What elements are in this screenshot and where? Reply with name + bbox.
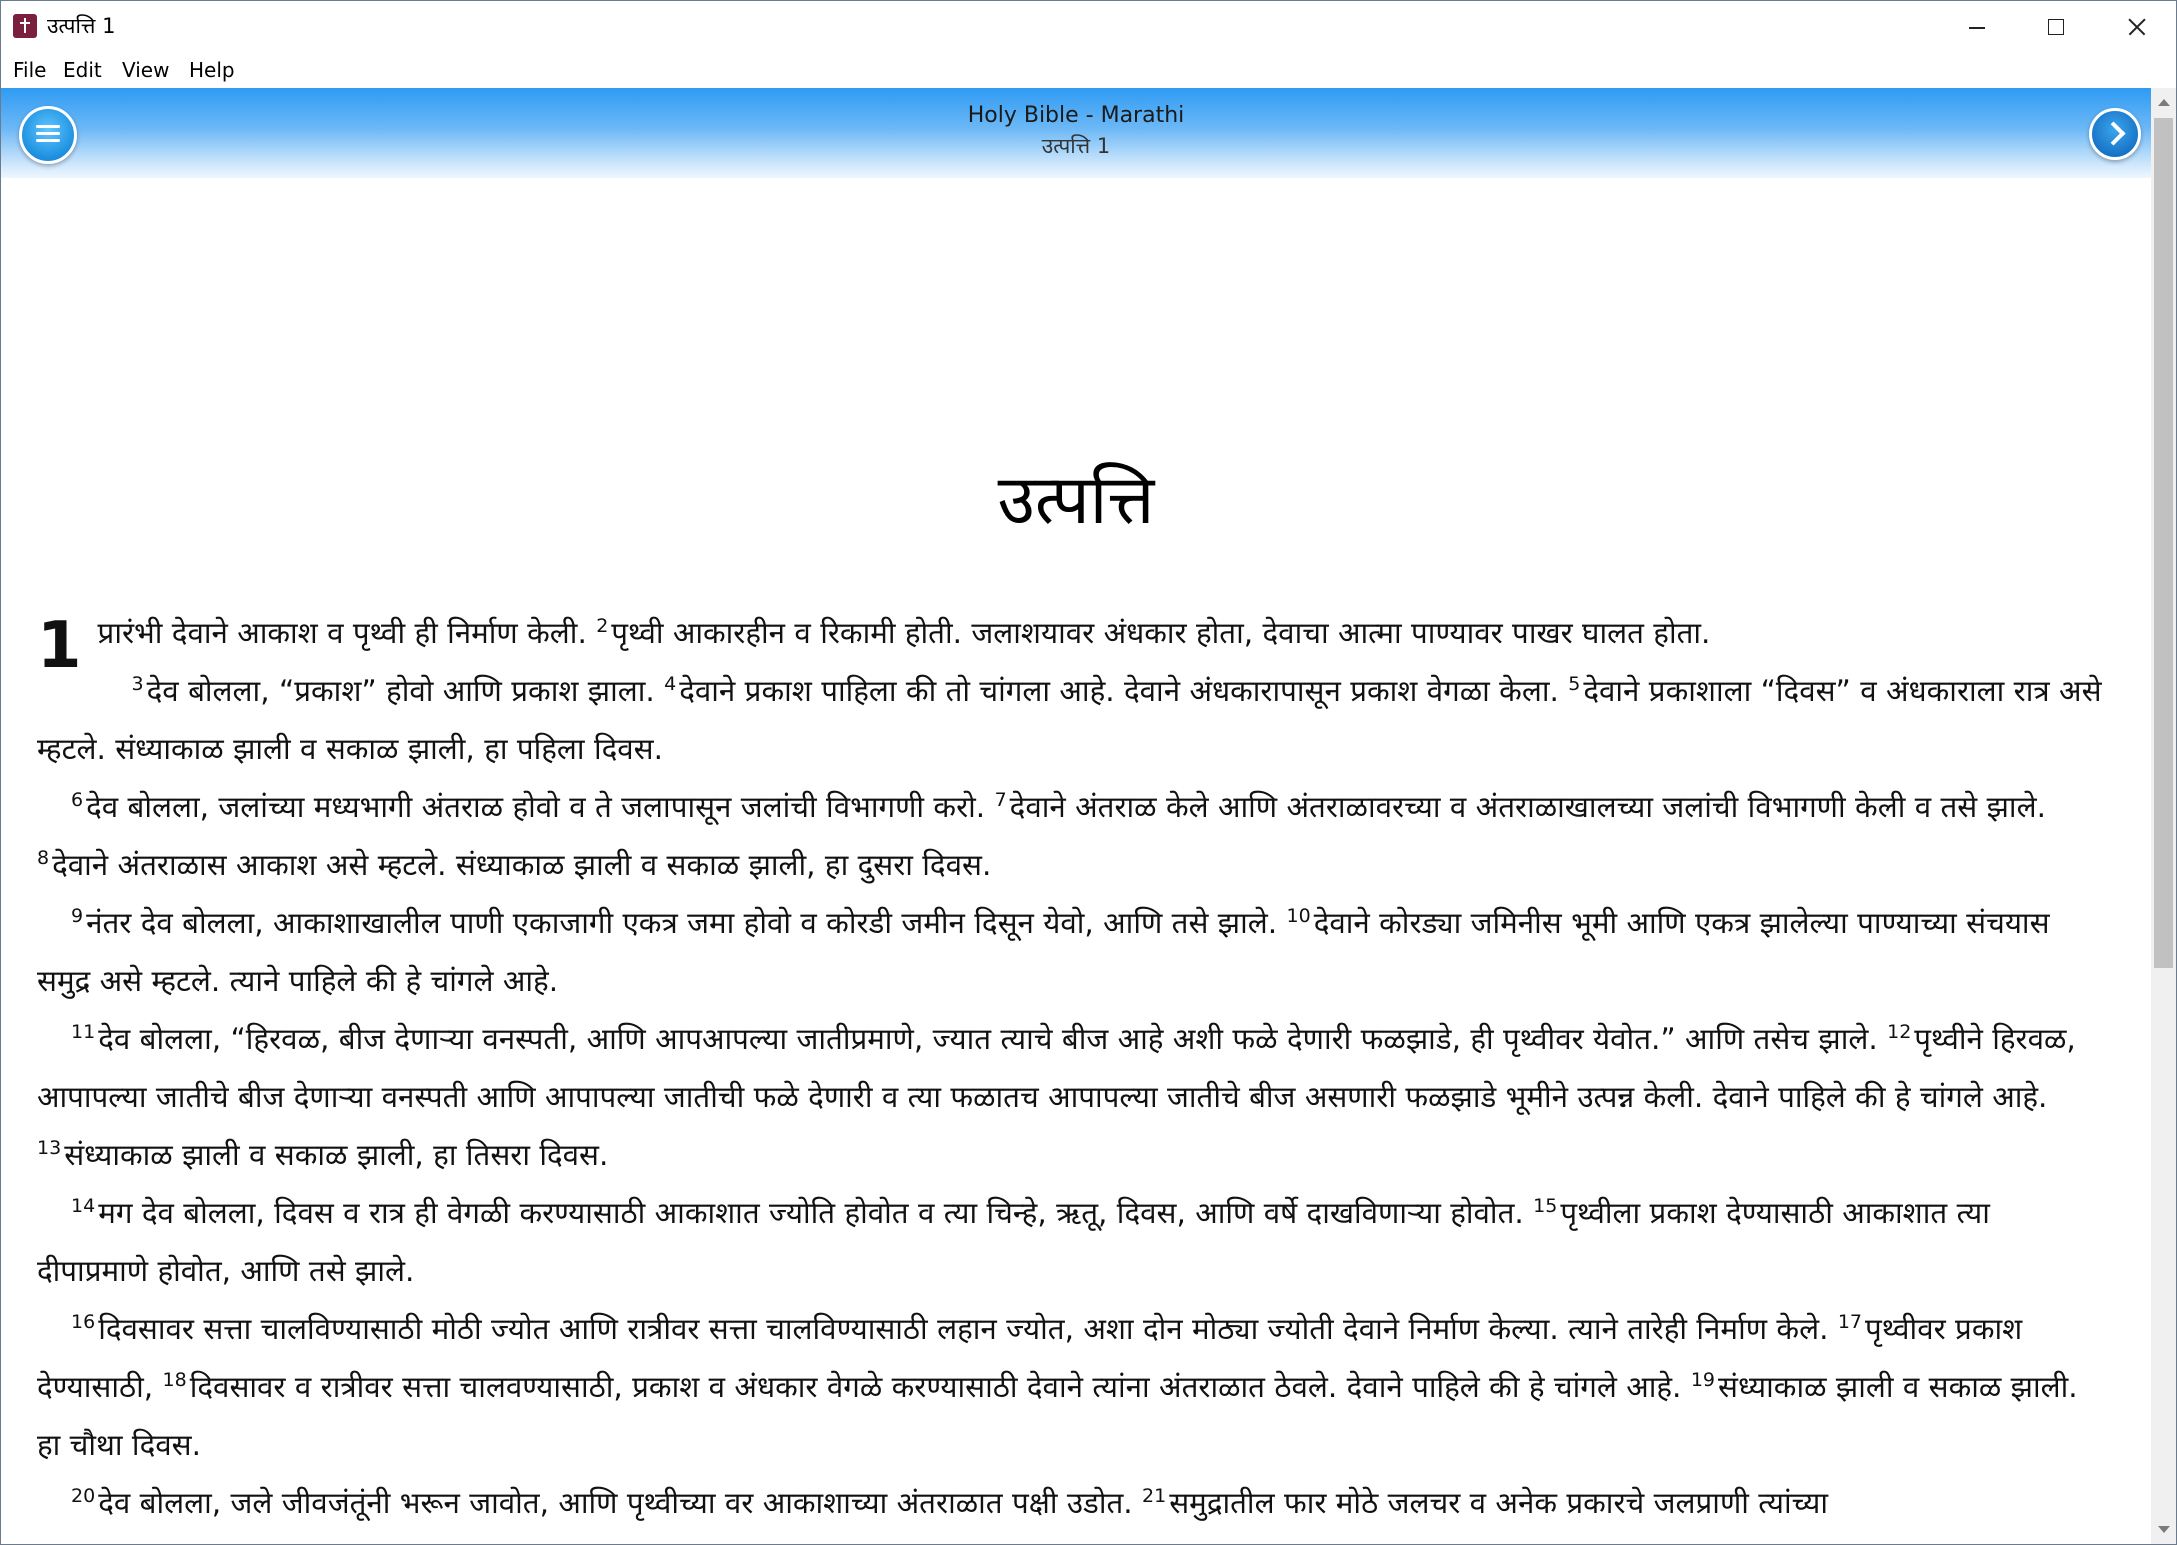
verse-text: देवाने अंतराळ केले आणि अंतराळावरच्या व अंतराळाखालच्या जलांची विभागणी केली व तसे झाले. xyxy=(1009,790,2046,824)
verse-text: देव बोलला, जलांच्या मध्यभागी अंतराळ होवो व ते जलापासून जलांची विभागणी करो. xyxy=(86,790,995,824)
book-title: उत्पत्ति xyxy=(997,461,1155,540)
scripture-content xyxy=(1,178,2151,1544)
verse-number: 17 xyxy=(1837,1311,1863,1334)
verse-number: 3 xyxy=(131,673,144,696)
maximize-button[interactable] xyxy=(2016,1,2096,51)
verse-paragraph xyxy=(37,894,2107,1010)
verse-number: 5 xyxy=(1568,673,1581,696)
verse-text: देव बोलला, जले जीवजंतूंनी भरून जावोत, आणि पृथ्वीच्या वर आकाशाच्या अंतराळात पक्षी उडोत. xyxy=(98,1486,1143,1520)
verse-number: 20 xyxy=(71,1485,96,1508)
verse-number: 15 xyxy=(1533,1195,1558,1218)
chapter-number: 1 xyxy=(37,609,82,683)
menu-help[interactable]: Help xyxy=(189,58,235,82)
verse-number: 13 xyxy=(37,1137,62,1160)
verse-text: देव बोलला, “प्रकाश” होवो आणि प्रकाश झाला. xyxy=(146,674,665,708)
verse-paragraph xyxy=(37,1300,2107,1474)
verse-number: 18 xyxy=(162,1369,187,1392)
verse-paragraph xyxy=(37,604,2107,683)
menu-view[interactable]: View xyxy=(122,58,170,82)
verse-number: 14 xyxy=(71,1195,96,1218)
verse-text: नंतर देव बोलला, आकाशाखालील पाणी एकाजागी एकत्र जमा होवो व कोरडी जमीन दिसून येवो, आणि तसे झाले. xyxy=(86,906,1287,940)
verse-number: 6 xyxy=(71,789,84,812)
verse-paragraph xyxy=(37,1184,2107,1300)
verse-paragraph xyxy=(37,1474,2107,1532)
verse-text: देवाने प्रकाश पाहिला की तो चांगला आहे. देवाने अंधकारापासून प्रकाश वेगळा केला. xyxy=(679,674,1569,708)
menu-edit[interactable]: Edit xyxy=(63,58,102,82)
verse-number: 16 xyxy=(71,1311,96,1334)
verse-text: मग देव बोलला, दिवस व रात्र ही वेगळी करण्यासाठी आकाशात ज्योति होवोत व त्या चिन्हे, ऋतू, दिवस, आणि वर्षे दाखविणाऱ्या होवोत. xyxy=(98,1196,1534,1230)
current-chapter-label: उत्पत्ति 1 xyxy=(1041,134,1111,158)
verse-text: समुद्रातील फार मोठे जलचर व अनेक प्रकारचे जलप्राणी त्यांच्या xyxy=(1169,1486,1829,1520)
close-button[interactable] xyxy=(2096,1,2176,51)
verse-number: 9 xyxy=(71,905,84,928)
verse-number: 21 xyxy=(1142,1485,1167,1508)
verse-paragraph xyxy=(37,662,2107,778)
verse-text: पृथ्वीवर प्रकाश देण्यासाठी, xyxy=(37,1312,2023,1404)
next-chapter-icon[interactable] xyxy=(2089,108,2141,160)
verse-number: 7 xyxy=(994,789,1007,812)
verse-text: देवाने अंतराळास आकाश असे म्हटले. संध्याकाळ झाली व सकाळ झाली, हा दुसरा दिवस. xyxy=(52,848,992,882)
scroll-up-icon[interactable] xyxy=(2151,88,2176,116)
verse-number: 10 xyxy=(1286,905,1311,928)
bible-app-icon xyxy=(13,14,37,38)
verse-text: दिवसावर व रात्रीवर सत्ता चालवण्यासाठी, प्रकाश व अंधकार वेगळे करण्यासाठी देवाने त्यांना अंतराळात ठेवले. देवाने पाहिले की हे चांगले आहे. xyxy=(189,1370,1691,1404)
verse-text: संध्याकाळ झाली व सकाळ झाली, हा तिसरा दिवस. xyxy=(64,1138,609,1172)
verse-number: 11 xyxy=(71,1021,96,1044)
verse-text: प्रारंभी देवाने आकाश व पृथ्वी ही निर्माण केली. xyxy=(97,616,597,650)
window-title: उत्पत्ति 1 xyxy=(47,14,116,38)
menu-bar xyxy=(1,54,2176,84)
verse-number: 2 xyxy=(596,615,609,638)
verse-text: संध्याकाळ झाली व सकाळ झाली. हा चौथा दिवस. xyxy=(37,1370,2078,1462)
verse-paragraph xyxy=(37,1010,2107,1184)
verse-text: पृथ्वी आकारहीन व रिकामी होती. जलाशयावर अंधकार होता, देवाचा आत्मा पाण्यावर पाखर घालत होता. xyxy=(611,616,1711,650)
verse-text: देवाने प्रकाशाला “दिवस” व अंधकाराला रात्र असे म्हटले. संध्याकाळ झाली व सकाळ झाली, हा पहिला दिवस. xyxy=(37,674,2102,766)
verse-text: देवाने कोरड्या जमिनीस भूमी आणि एकत्र झालेल्या पाण्याच्या संचयास समुद्र असे म्हटले. त्याने पाहिले की हे चांगले आहे. xyxy=(37,906,2050,998)
verse-paragraph xyxy=(37,778,2107,894)
menu-file[interactable]: File xyxy=(13,58,47,82)
reader-header xyxy=(1,88,2151,178)
verse-text: दिवसावर सत्ता चालविण्यासाठी मोठी ज्योत आणि रात्रीवर सत्ता चालविण्यासाठी लहान ज्योत, अशा दोन मोठ्या ज्योती देवाने निर्माण केल्या. त्याने तारेही निर्माण केले. xyxy=(98,1312,1838,1346)
scroll-down-icon[interactable] xyxy=(2151,1516,2176,1544)
verse-number: 8 xyxy=(37,847,50,870)
vertical-scrollbar[interactable] xyxy=(2151,88,2176,1544)
bible-title: Holy Bible - Marathi xyxy=(967,103,1185,128)
minimize-button[interactable] xyxy=(1936,1,2016,51)
scroll-thumb[interactable] xyxy=(2154,118,2173,968)
title-bar xyxy=(1,1,2176,51)
verse-number: 4 xyxy=(664,673,677,696)
verse-text: पृथ्वीने हिरवळ, आपापल्या जातीचे बीज देणाऱ्या वनस्पती आणि आपापल्या जातीची फळे देणारी व त्या फळातच आपापल्या जातीचे बीज असणारी फळझाडे भूमीने उत्पन्न केली. देवाने पाहिले की हे चांगले आहे. xyxy=(37,1022,2076,1114)
chapter-text xyxy=(37,604,2107,1532)
verse-number: 19 xyxy=(1690,1369,1716,1392)
verse-text: देव बोलला, “हिरवळ, बीज देणाऱ्या वनस्पती, आणि आपआपल्या जातीप्रमाणे, ज्यात त्याचे बीज आहे अशी फळे देणारी फळझाडे, ही पृथ्वीवर येवोत.” आणि तसेच झाले. xyxy=(98,1022,1888,1056)
verse-number: 12 xyxy=(1887,1021,1912,1044)
verse-text: पृथ्वीला प्रकाश देण्यासाठी आकाशात त्या दीपाप्रमाणे होवोत, आणि तसे झाले. xyxy=(37,1196,1990,1288)
